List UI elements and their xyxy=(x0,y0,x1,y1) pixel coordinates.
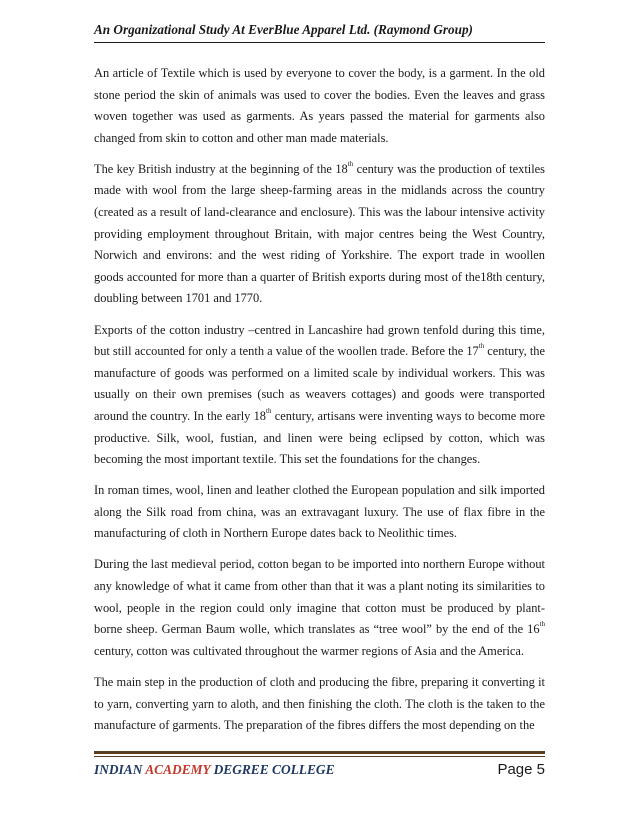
paragraph-text: In roman times, wool, linen and leather clothed the European population and silk imported along the Silk road from china, was an extravagant luxury. The use of flax fibre in the manufacturing of cloth in Northern Europe dates back to Neolithic times. xyxy=(94,483,545,541)
body-paragraph xyxy=(94,159,545,310)
paragraph-text: The main step in the production of cloth and producing the fibre, preparing it converting it to yarn, converting yarn to aloth, and then finishing the cloth. The cloth is the taken to the manufacture of garments. The preparation of the fibres differs the most depending on the xyxy=(94,674,545,733)
ordinal-superscript: th xyxy=(347,159,354,168)
paragraph-text: century, the manufacture of goods was performed on a limited scale by individual workers. This was usually on their own premises (such as weavers cottages) and goods were transported around the country. In the early 18 xyxy=(94,344,545,423)
footer-college-name xyxy=(94,762,335,778)
body-paragraph xyxy=(94,554,545,662)
page-header-title: An Organizational Study At EverBlue Apparel Ltd. (Raymond Group) xyxy=(94,22,473,37)
college-name-part1: INDIAN xyxy=(94,762,143,777)
college-name-part2: ACADEMY xyxy=(145,762,211,777)
header-divider xyxy=(94,42,545,43)
ordinal-superscript: th xyxy=(539,620,545,629)
footer-divider-thin xyxy=(94,756,545,757)
paragraph-text: century, artisans were inventing ways to become more productive. Silk, wool, fustian, and linen were being eclipsed by cotton, which was becoming the most important textile. This set the foundations for the changes. xyxy=(94,408,546,467)
paragraph-text: During the last medieval period, cotton began to be imported into northern Europe without any knowledge of what it came from other than that it was a plant noting its similarities to wool, people in the region could only imagine that cotton must be produced by plant-borne sheep. German Baum wolle, which translates as “tree wool” by the end of the 16 xyxy=(94,557,545,637)
paragraph-text: century, cotton was cultivated throughout the warmer regions of Asia and the America. xyxy=(94,643,524,658)
paragraph-text: Exports of the cotton industry –centred in Lancashire had grown tenfold during this time, but still accounted for only a tenth a value of the woollen trade. Before the 17 xyxy=(94,322,545,359)
paragraph-text: The key British industry at the beginning of the 18 xyxy=(94,161,348,176)
document-body xyxy=(94,63,545,746)
body-paragraph xyxy=(94,672,545,737)
body-paragraph xyxy=(94,63,545,149)
page-number: Page 5 xyxy=(497,761,545,778)
body-paragraph xyxy=(94,320,545,471)
college-name-part3: DEGREE COLLEGE xyxy=(213,762,335,777)
body-paragraph xyxy=(94,480,545,545)
footer-divider-thick xyxy=(94,751,545,754)
ordinal-superscript: th xyxy=(266,406,272,415)
paragraph-text: An article of Textile which is used by everyone to cover the body, is a garment. In the old stone period the skin of animals was used to cover the bodies. Even the leaves and grass woven together was used as garments. As years passed the material for garments also changed from skin to cotton and other man made materials. xyxy=(94,66,545,145)
paragraph-text: century was the production of textiles made with wool from the large sheep-farming areas in the midlands across the country (created as a result of land-clearance and enclosure). This was the labour intensive activity providing employment throughout Britain, with major centres being the West Country, Norwich and environs: and the west riding of Yorkshire. The export trade in woollen goods accounted for more than a quarter of British exports during most of the18th century, doubling between 1701 and 1770. xyxy=(94,161,546,306)
ordinal-superscript: th xyxy=(478,342,485,351)
